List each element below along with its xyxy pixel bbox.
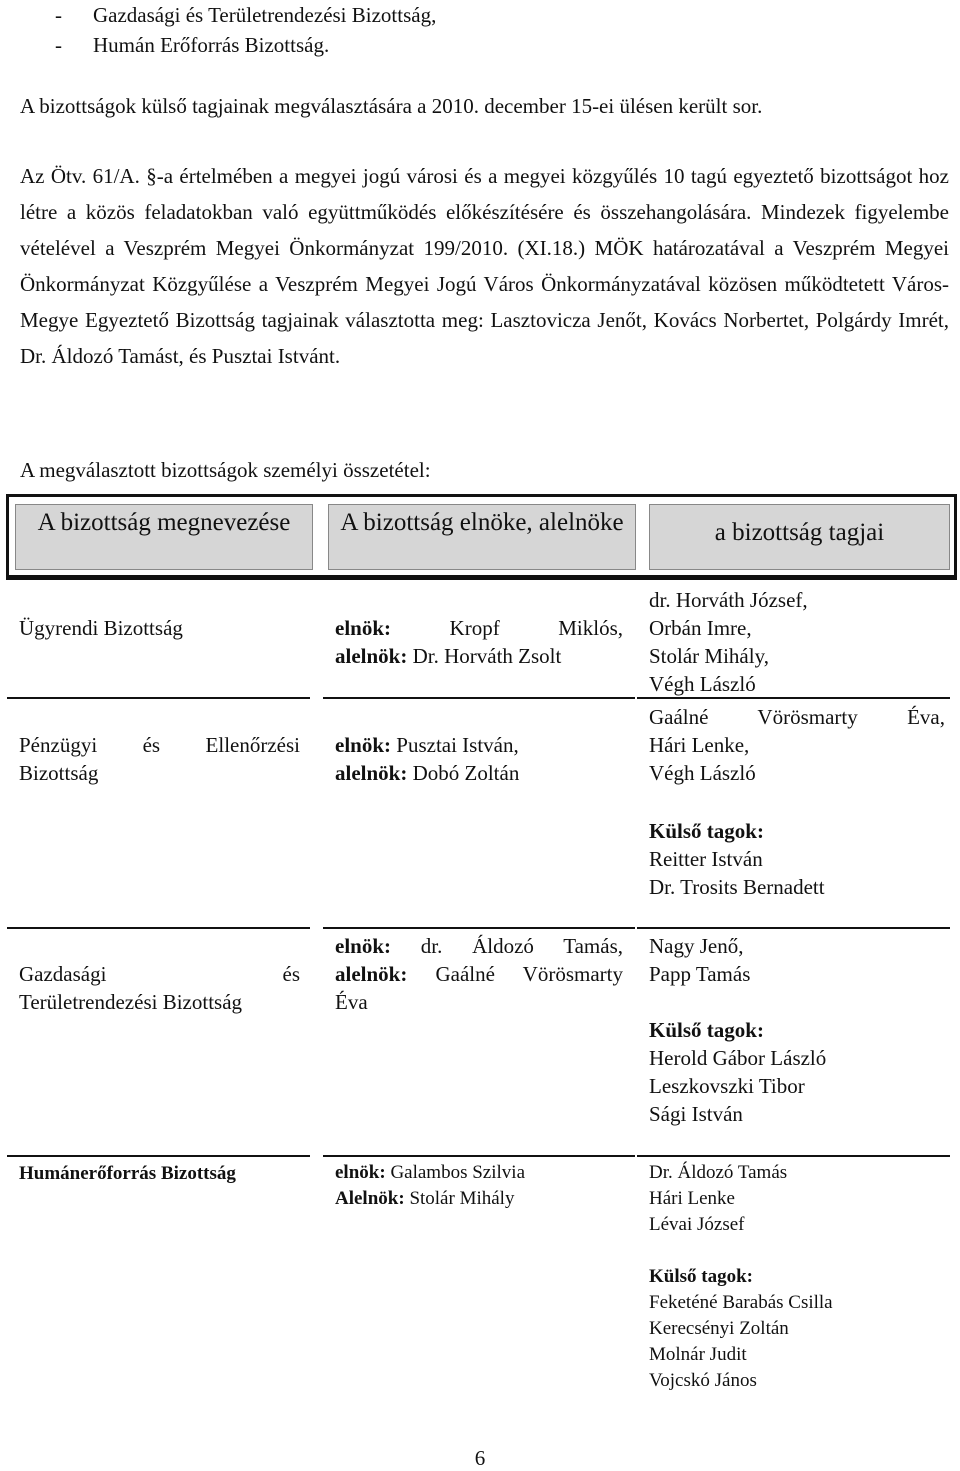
committee-name: Gazdasági és Területrendezési Bizottság — [19, 962, 300, 1014]
table-row — [7, 932, 957, 1132]
table-header — [6, 494, 957, 580]
members-cell: Dr. Áldozó Tamás Hári Lenke Lévai József Külső tagok: Feketéné Barabás Csilla Kerecsényi Zoltán Molnár Judit Vojcskó János — [649, 1162, 833, 1391]
chair-cell: elnök: Pusztai István, alelnök: Dobó Zoltán — [335, 733, 520, 785]
table-row: Pénzügyi és Ellenőrzési Bizottság elnök: Pusztai István, alelnök: Dobó Zoltán Gaálné Vörösmarty Éva, Hári Lenke, Végh László Külső tagok: Reitter István Dr. Trosits Bernadett — [7, 703, 957, 903]
bullet-list — [55, 0, 436, 60]
header-committee-name: A bizottság megnevezése — [15, 504, 313, 570]
members-cell: Gaálné Vörösmarty Éva, Hári Lenke, Végh László Külső tagok: Reitter István Dr. Trosits Bernadett — [649, 705, 945, 899]
list-item: - Humán Erőforrás Bizottság. — [55, 33, 330, 57]
chair-cell: elnök: Galambos Szilvia Alelnök: Stolár Mihály — [335, 1162, 525, 1209]
members-cell: Nagy Jenő, Papp Tamás Külső tagok: Herold Gábor László Leszkovszki Tibor Sági István — [649, 934, 827, 1126]
members-cell: dr. Horváth József, Orbán Imre, Stolár Mihály, Végh László — [649, 588, 808, 696]
table-row — [7, 1160, 957, 1400]
table-row — [7, 586, 957, 696]
header-chair: A bizottság elnöke, alelnöke — [328, 504, 636, 570]
page-number: 6 — [474, 1446, 486, 1470]
chair-cell: elnök: Kropf Miklós, alelnök: Dr. Horváth Zsolt — [335, 616, 623, 668]
list-item: - Gazdasági és Területrendezési Bizottság, — [55, 3, 437, 27]
paragraph-coordination-committee: Az Ötv. 61/A. §-a értelmében a megyei jogú városi és a megyei közgyűlés 10 tagú egyeztető bizottságot hoz létre a közös feladatokban való együttműködés előkészítésére és összehangolására. Mindezek figyelembe vételével a Veszprém Megyei Önkormányzat 199/2010. (XI.18.) MÖK határozatával a Veszprém Megyei Önkormányzat Közgyűlése a Veszprém Megyei Jogú Város Önkormányzatával közösen működtetett Város-Megye Egyeztető Bizottság tagjainak választotta meg: Lasztovicza Jenőt, Kovács Norbertet, Polgárdy Imrét, Dr. Áldozó Tamást, és Pusztai Istvánt. — [20, 164, 949, 368]
paragraph-composition-intro: A megválasztott bizottságok személyi összetétel: — [20, 458, 431, 482]
paragraph-external-members: A bizottságok külső tagjainak megválasztására a 2010. december 15-ei ülésen került sor. — [20, 94, 763, 118]
chair-cell: elnök: dr. Áldozó Tamás, alelnök: Gaálné Vörösmarty Éva — [335, 934, 623, 1014]
committee-name: Ügyrendi Bizottság — [19, 616, 183, 640]
header-members: a bizottság tagjai — [649, 504, 950, 570]
committee-name: Humánerőforrás Bizottság — [19, 1163, 236, 1184]
committee-name: Pénzügyi és Ellenőrzési — [19, 733, 300, 757]
